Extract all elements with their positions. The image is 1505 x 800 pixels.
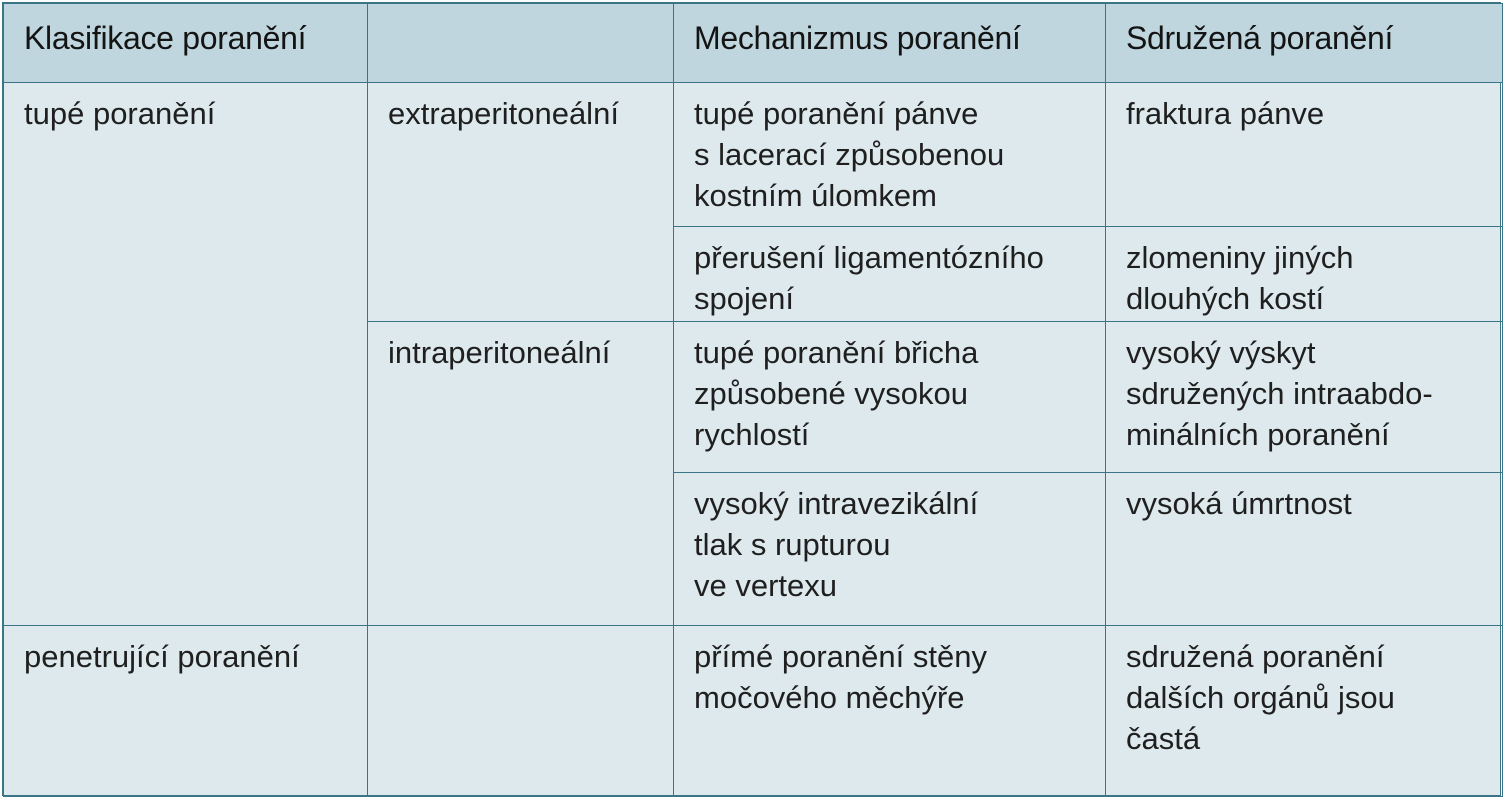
header-subtype [368,4,674,83]
classification-cell: penetrující poranění [4,626,368,797]
mechanism-cell: tupé poranění pánve s lacerací způsobenou kostním úlomkem [674,83,1106,227]
subtype-cell [368,626,674,797]
header-associated: Sdružená poranění [1106,4,1503,83]
mechanism-cell: přerušení ligamentózního spojení [674,227,1106,322]
classification-cell: tupé poranění [4,83,368,626]
associated-cell: vysoký výskyt sdružených intraabdo- minálních poranění [1106,322,1503,473]
table-row [4,83,1503,227]
injury-classification-table [3,3,1503,797]
associated-cell: fraktura pánve [1106,83,1503,227]
header-classification: Klasifikace poranění [4,4,368,83]
mechanism-cell: vysoký intravezikální tlak s rupturou ve vertexu [674,473,1106,626]
table-header-row [4,4,1503,83]
table-row [4,626,1503,797]
subtype-cell: extraperitoneální [368,83,674,322]
associated-cell: sdružená poranění dalších orgánů jsou častá [1106,626,1503,797]
mechanism-cell: tupé poranění břicha způsobené vysokou rychlostí [674,322,1106,473]
subtype-cell: intraperitoneální [368,322,674,626]
associated-cell: vysoká úmrtnost [1106,473,1503,626]
header-mechanism: Mechanizmus poranění [674,4,1106,83]
mechanism-cell: přímé poranění stěny močového měchýře [674,626,1106,797]
associated-cell: zlomeniny jiných dlouhých kostí [1106,227,1503,322]
injury-classification-table-wrapper [2,2,1501,796]
